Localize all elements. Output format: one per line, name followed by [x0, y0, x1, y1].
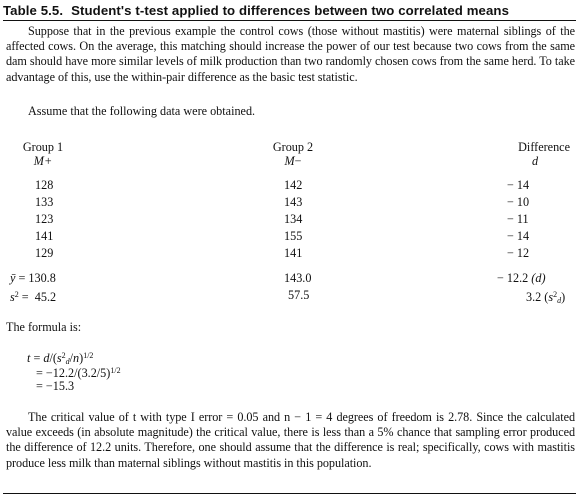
mean-difference — [497, 271, 546, 285]
bottom-rule — [3, 493, 576, 494]
mean-row-group-1 — [10, 271, 56, 285]
row-3-difference: − 11 — [507, 212, 529, 226]
row-2-group-2: 143 — [284, 195, 303, 209]
conclusion-paragraph: The critical value of t with type I error = 0.05 and n − 1 = 4 degrees of freedom is 2.78. Since the calculated value exceeds (in absolute magnitude) the critical value, there is less than a 5% chance that sampling error produced the difference of 12.2 units. Therefore, one should assume that the difference is real; specifically, cows with mastitis produce less milk than maternal siblings without mastitis in this population. — [6, 410, 575, 470]
assume-line: Assume that the following data were obtained. — [28, 104, 256, 118]
formula-line-2: = $-12.2/(3.2/5)^{1/2}$ — [36, 366, 121, 380]
header-group-1: Group 1 — [22, 140, 64, 154]
table-number: Table 5.5. — [3, 3, 64, 18]
formula-line-1: $t = d/(s^2_d/n)^{1/2}$ — [27, 351, 94, 366]
mean-symbol: ȳ — [10, 271, 16, 285]
header-difference-sub: d — [532, 154, 539, 168]
row-5-group-1: 129 — [35, 246, 54, 260]
row-3-group-2: 134 — [284, 212, 303, 226]
row-2-group-1: 133 — [35, 195, 54, 209]
mean-group-2-value: 143.0 — [284, 271, 312, 285]
variance-difference-value: 3.2 — [526, 290, 542, 304]
mean-difference-note: (d) — [531, 271, 546, 285]
row-1-difference: − 14 — [507, 178, 530, 192]
table-caption: Student's t-test applied to differences between two correlated means — [71, 3, 510, 18]
row-5-group-2: 141 — [284, 246, 303, 260]
header-group-2: Group 2 — [272, 140, 314, 154]
table-title — [3, 3, 576, 18]
mean-difference-value: − 12.2 — [497, 271, 529, 285]
header-group-1-sub: M+ — [33, 154, 53, 168]
row-4-group-1: 141 — [35, 229, 54, 243]
formula-intro: The formula is: — [6, 320, 82, 334]
row-1-group-2: 142 — [284, 178, 303, 192]
row-2-difference: − 10 — [507, 195, 530, 209]
variance-symbol: s — [10, 290, 15, 304]
header-group-2-sub: M− — [284, 154, 302, 168]
row-4-group-2: 155 — [284, 229, 303, 243]
formula-line-3: = −15.3 — [36, 379, 75, 393]
row-5-difference: − 12 — [507, 246, 530, 260]
variance-group-1-value: = 45.2 — [21, 290, 57, 304]
header-difference: Difference — [518, 140, 570, 154]
row-1-group-1: 128 — [35, 178, 54, 192]
top-rule — [3, 20, 576, 21]
row-3-group-1: 123 — [35, 212, 54, 226]
variance-group-2-value: 57.5 — [288, 288, 310, 302]
mean-group-1-value: = 130.8 — [18, 271, 56, 285]
row-4-difference: − 14 — [507, 229, 530, 243]
variance-row-group-1: $s^2 = 45.2$ — [10, 290, 57, 304]
intro-paragraph: Suppose that in the previous example the control cows (those without mastitis) were maternal siblings of the affected cows. On the average, this matching should increase the power of our test because two cows from the same dam should have more similar levels of milk production than two randomly chosen cows from the same herd. To take advantage of this, use the within-pair difference as the basic test statistic. — [6, 24, 575, 84]
variance-difference: 3.2 $(s^2_d)$ — [526, 290, 566, 305]
